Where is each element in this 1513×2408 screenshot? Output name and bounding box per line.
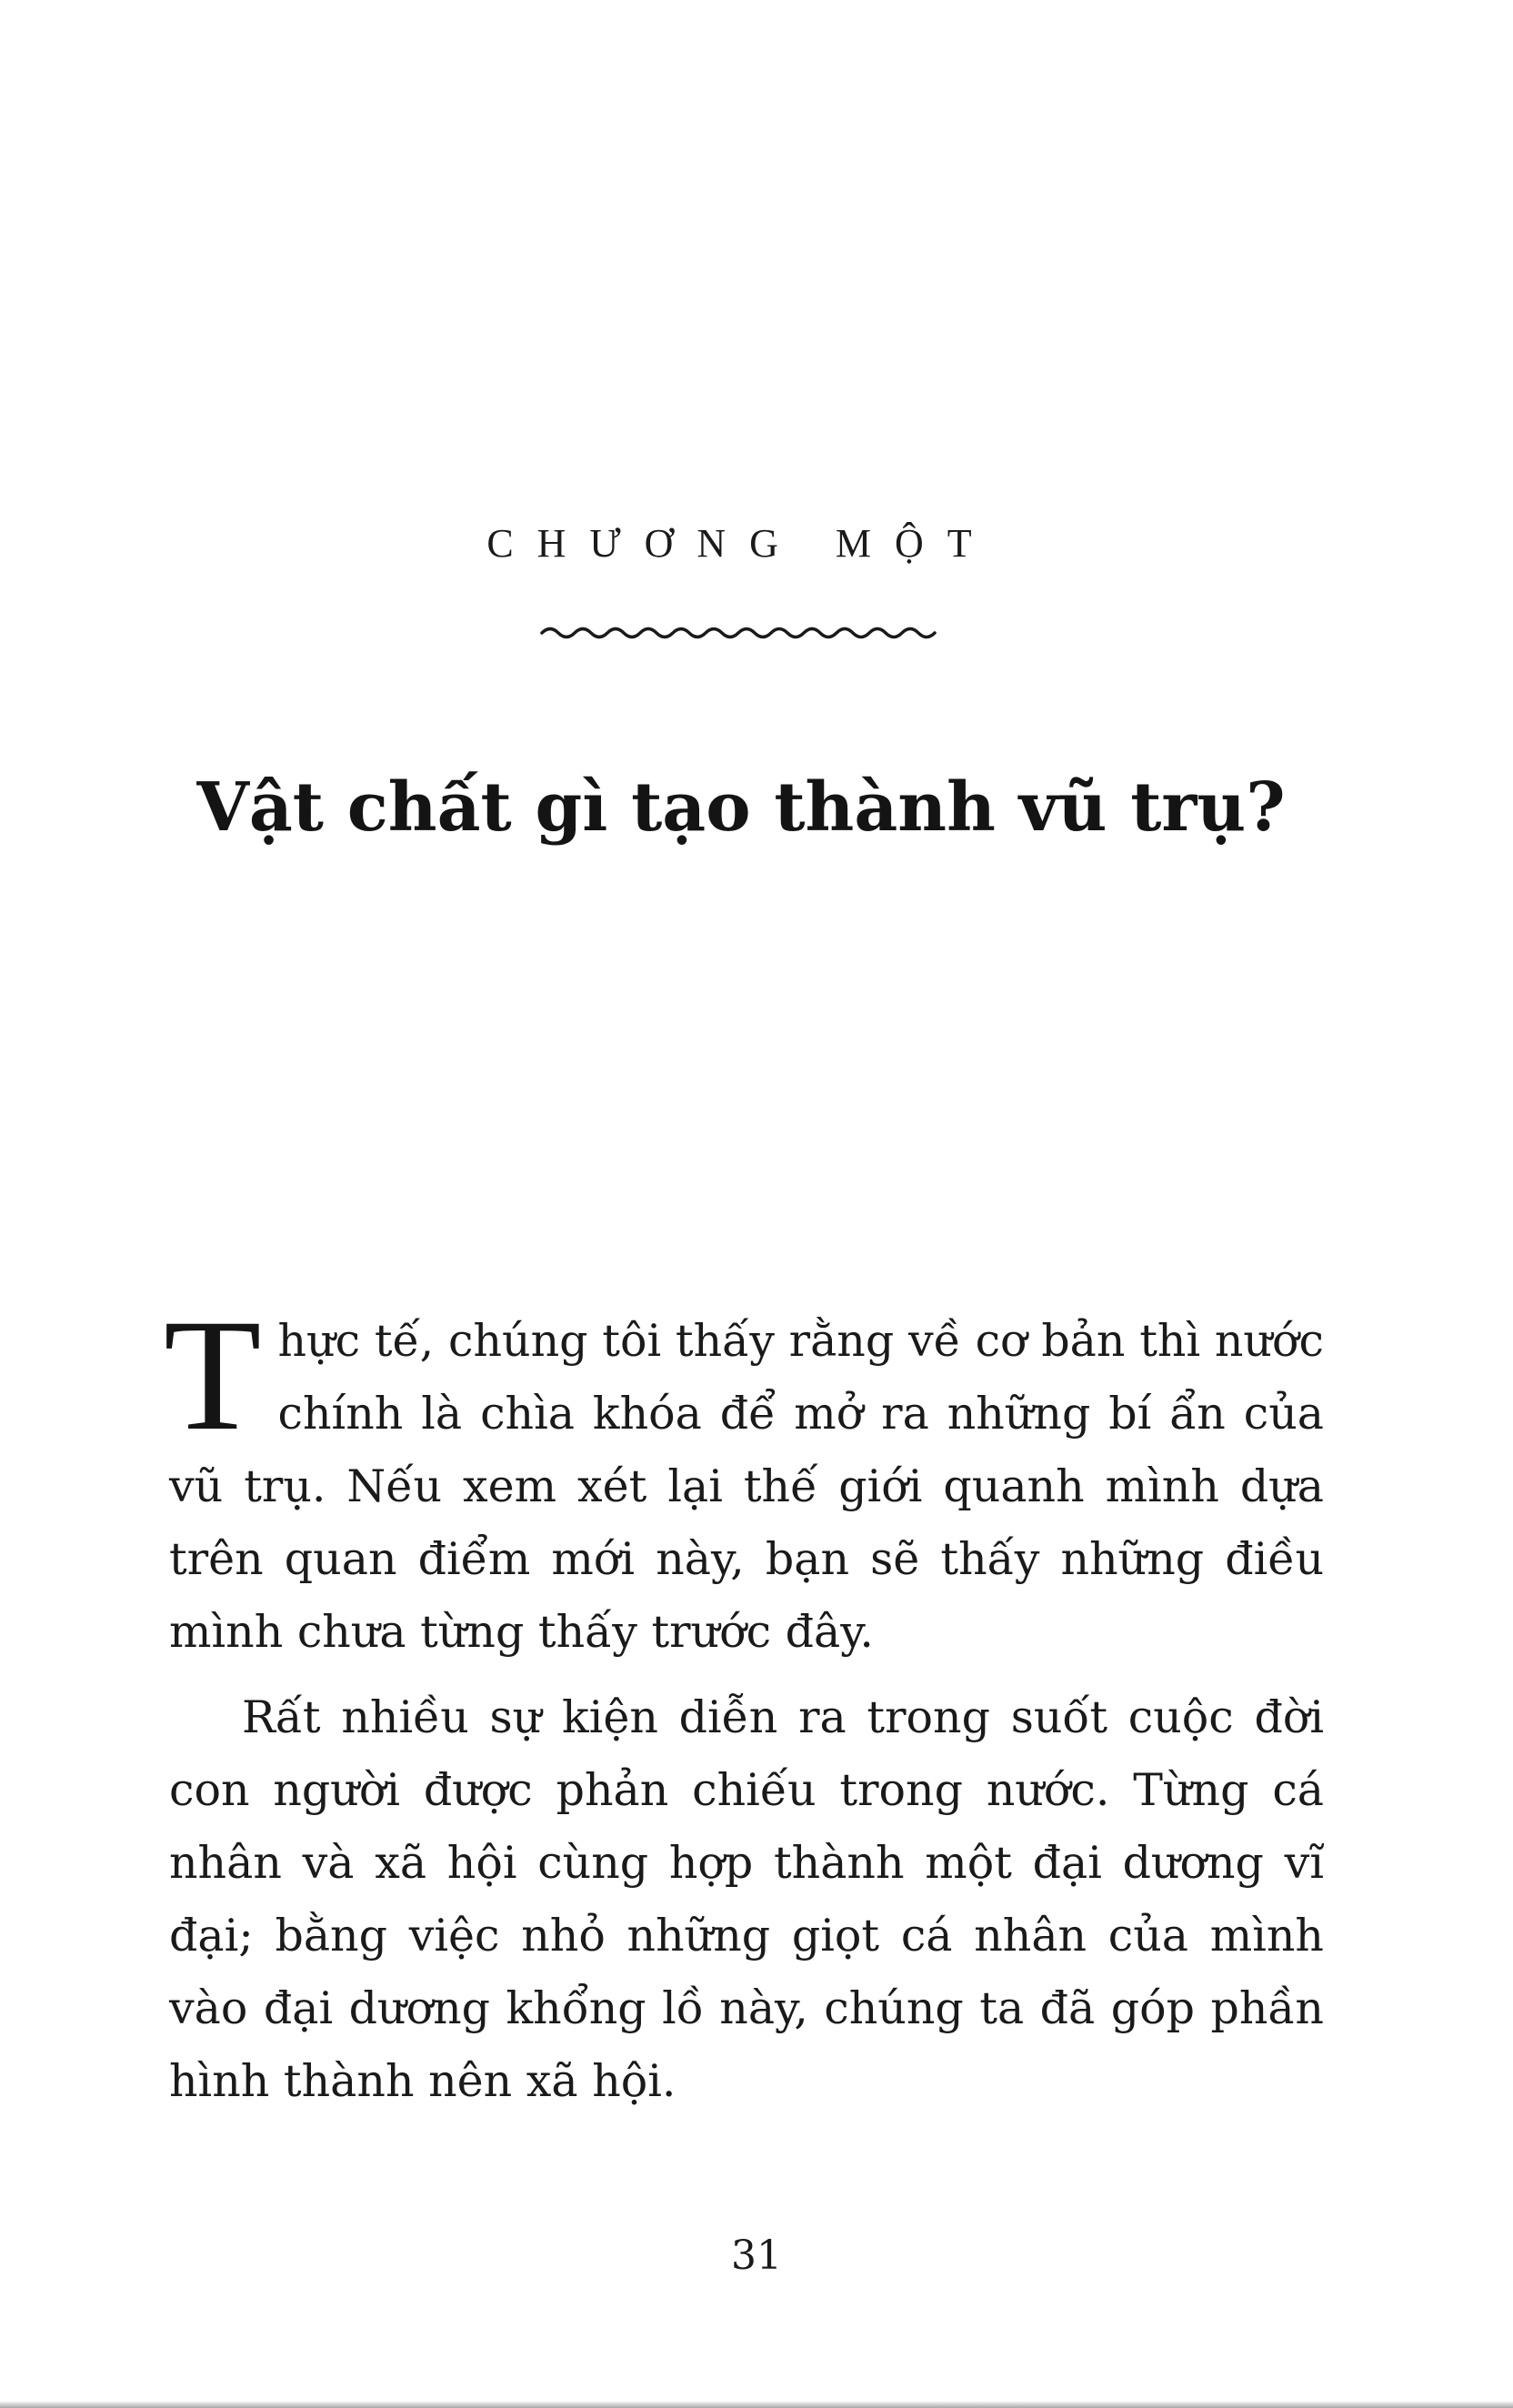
paragraph-1-text: hực tế, chúng tôi thấy rằng về cơ bản thì nước chính là chìa khóa để mở ra những bí ẩn của vũ trụ. Nếu xem xét lại thế giới quanh mình dựa trên quan điểm mới này, bạn sẽ thấy những điều mình chưa từng thấy trước đây. [169,1315,1324,1658]
drop-cap: T [164,1287,262,1464]
paragraph-1 [164,1287,1324,1669]
paragraph-2: Rất nhiều sự kiện diễn ra trong suốt cuộc đời con người được phản chiếu trong nước. Từng cá nhân và xã hội cùng hợp thành một đại dương vĩ đại; bằng việc nhỏ những giọt cá nhân của mình vào đại dương khổng lồ này, chúng ta đã góp phần hình thành nên xã hội. [169,1691,1324,2107]
body-text [164,1287,1324,2118]
page-number: 31 [731,2232,782,2279]
chapter-title: Vật chất gì tạo thành vũ trụ? [196,768,1286,847]
chapter-label: CHƯƠNG MỘT [486,521,996,566]
page-edge-shadow [0,2401,1513,2408]
wavy-divider-ornament [537,620,947,647]
